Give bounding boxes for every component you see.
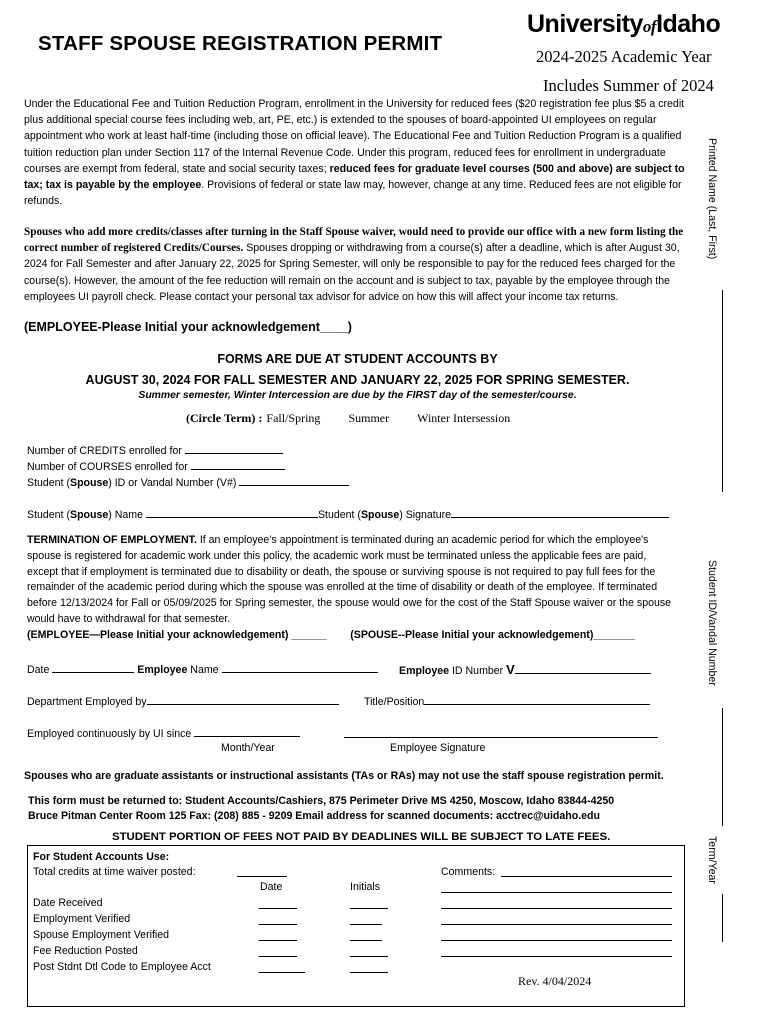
initials-blank-4[interactable] — [350, 956, 388, 957]
term-option-winter[interactable]: Winter Intersession — [417, 411, 511, 425]
deadline-line-3: Summer semester, Winter Intercession are due by the FIRST day of the semester/course. — [138, 390, 577, 401]
student-id-blank[interactable] — [239, 475, 349, 486]
student-sig-label-a: Student ( — [317, 509, 361, 521]
courses-label: Number of COURSES enrolled for — [27, 461, 188, 473]
comments-line-5[interactable] — [441, 956, 672, 957]
date-blank-1[interactable] — [259, 908, 297, 909]
date-blank-2[interactable] — [259, 924, 297, 925]
graduate-note: Spouses who are graduate assistants or instructional assistants (TAs or RAs) may not use the staff spouse registration permit. — [24, 770, 664, 782]
office-row-spouse-employment: Spouse Employment Verified — [33, 929, 170, 941]
comments-line-4[interactable] — [441, 940, 672, 941]
spouses-text: Spouses dropping or withdrawing from a course(s) after a deadline, which is after August 30, 2024 for Fall Semester and after January 22, 2025 for Spring Semester, will only be responsible to pay for the reduced fees charged for the course(s). However, the amount of the fee reduction will remain on the account and is subject to tax, payable by the employee through the employees UI payroll check. Please contact your personal tax advisor for advice on how this will affect your income tax returns. — [24, 242, 680, 303]
employed-since-blank[interactable] — [194, 726, 300, 737]
comments-line-2[interactable] — [441, 908, 672, 909]
termination-text: If an employee's appointment is terminated during an academic period for which the employee's spouse is registered for academic work under this policy, the academic work must be terminated unless the applicable fees are paid, except that if employment is terminated due to disability or death, the spouse or surviving spouse is not required to pay full fees for the remainder of the academic period during which the spouse was enrolled at the time of disability or death of the employee. If terminated before 12/13/2024 for Fall or 05/09/2025 for Spring semester, the spouse would owe for the cost of the Staff Spouse waiver or the spouse would have to withdrawal for that semester. — [27, 534, 672, 625]
employee-id-blank[interactable] — [515, 663, 651, 674]
employee-word-2: Employee — [399, 665, 450, 677]
comments-line-0[interactable] — [501, 876, 672, 877]
office-row-employment-verified: Employment Verified — [33, 913, 131, 925]
credits-label: Number of CREDITS enrolled for — [27, 445, 182, 457]
return-line-1: This form must be returned to: Student Accounts/Cashiers, 875 Perimeter Drive MS 4250, Moscow, Idaho 83844-4250 — [28, 795, 615, 807]
side-line-term-year[interactable] — [722, 894, 723, 942]
side-line-student-id[interactable] — [722, 708, 723, 826]
student-id-label-b: ) ID or Vandal Number (V#) — [108, 477, 237, 489]
intro-text-a: Under the Educational Fee and Tuition Reduction Program, enrollment in the University for reduced fees ($20 registration fee plus $5 a credit plus additional special course fees including web, art, PE, etc.) is extended to the spouses of board-appointed UI employees on regular appointment who work at least half-time (including those on official leave). The Educational Fee and Tuition Reduction Program is a qualified tuition reduction plan under Section 117 of the Internal Revenue Code. Under this program, reduced fees for enrollment in undergraduate courses are exempt from federal, state and social security taxes; — [24, 98, 685, 175]
employee-word: Employee — [137, 664, 188, 676]
side-label-printed-name: Printed Name (Last, First) — [706, 138, 718, 260]
logo-idaho: Idaho — [656, 10, 721, 38]
term-option-summer[interactable]: Summer — [348, 411, 390, 425]
courses-blank[interactable] — [191, 459, 285, 470]
employed-since-row — [27, 726, 300, 740]
title-row — [364, 694, 650, 708]
term-option-fall-spring[interactable]: Fall/Spring — [266, 411, 321, 425]
employee-id-label: ID Number — [449, 665, 504, 677]
student-name-label-b: ) Name — [108, 509, 143, 521]
side-label-term-year: Term/Year — [706, 836, 718, 884]
revision-date: Rev. 4/04/2024 — [518, 974, 592, 988]
initials-blank-3[interactable] — [350, 940, 382, 941]
employee-id-row — [399, 662, 651, 677]
initials-blank-5[interactable] — [350, 972, 388, 973]
employee-name-label: Name — [187, 664, 219, 676]
employee-signature-caption: Employee Signature — [390, 742, 486, 754]
title-label: Title/Position — [364, 696, 425, 708]
comments-line-1[interactable] — [441, 892, 672, 893]
spouses-paragraph — [24, 224, 689, 305]
logo-university: University — [527, 10, 643, 38]
department-row — [27, 694, 339, 708]
student-name-blank[interactable] — [146, 507, 318, 518]
late-fees-note: STUDENT PORTION OF FEES NOT PAID BY DEADLINES WILL BE SUBJECT TO LATE FEES. — [112, 831, 611, 843]
department-label: Department Employed by — [27, 696, 147, 708]
courses-field[interactable] — [27, 459, 285, 473]
total-credits-label: Total credits at time waiver posted: — [33, 866, 196, 878]
intro-paragraph — [24, 96, 689, 209]
date-blank[interactable] — [52, 662, 134, 673]
employee-acknowledgement-1[interactable]: (EMPLOYEE-Please Initial your acknowledgement____) — [24, 320, 352, 334]
initials-blank-2[interactable] — [350, 924, 382, 925]
comments-label: Comments: — [441, 866, 496, 878]
spouse-word-3: Spouse — [360, 509, 400, 521]
spouse-word: Spouse — [70, 477, 109, 489]
date-column-header: Date — [260, 881, 283, 893]
side-line-printed-name[interactable] — [722, 290, 723, 492]
includes-summer: Includes Summer of 2024 — [543, 76, 714, 95]
date-blank-5[interactable] — [259, 972, 305, 973]
circle-term — [186, 411, 538, 426]
office-heading: For Student Accounts Use: — [33, 851, 170, 863]
credits-blank[interactable] — [185, 443, 283, 454]
page-title: STAFF SPOUSE REGISTRATION PERMIT — [38, 32, 443, 55]
comments-line-3[interactable] — [441, 924, 672, 925]
intro-text-b: . Provisions of federal or state law may, however, change at any time. Reduced fees are not eligible for refunds. — [24, 179, 682, 208]
student-name-field[interactable] — [27, 507, 669, 521]
logo-of: of — [642, 17, 657, 36]
employee-id-v: V — [506, 662, 515, 677]
month-year-caption: Month/Year — [221, 742, 275, 754]
academic-year: 2024-2025 Academic Year — [536, 47, 712, 66]
student-id-field[interactable] — [27, 475, 349, 489]
termination-heading: TERMINATION OF EMPLOYMENT. — [27, 534, 197, 546]
student-sig-label-b: ) Signature — [399, 509, 452, 521]
initials-blank-1[interactable] — [350, 908, 388, 909]
circle-term-label: (Circle Term) : — [186, 411, 263, 425]
initials-column-header: Initials — [350, 881, 381, 893]
termination-ack-spouse[interactable]: (SPOUSE--Please Initial your acknowledgement)_______ — [350, 628, 635, 641]
university-logo — [527, 10, 720, 39]
date-blank-4[interactable] — [259, 956, 297, 957]
credits-field[interactable] — [27, 443, 283, 457]
date-blank-3[interactable] — [259, 940, 297, 941]
student-name-label-a: Student ( — [27, 509, 70, 521]
spouse-word-2: Spouse — [70, 509, 109, 521]
employee-signature-line[interactable] — [344, 737, 658, 738]
date-label: Date — [27, 664, 50, 676]
office-row-date-received: Date Received — [33, 897, 103, 909]
side-label-student-id: Student ID/Vandal Number — [706, 560, 718, 686]
termination-paragraph — [27, 533, 677, 644]
deadline-line-2: AUGUST 30, 2024 FOR FALL SEMESTER AND JANUARY 22, 2025 FOR SPRING SEMESTER. — [85, 373, 630, 387]
spouses-text-bold: Spouses who add more credits/classes after turning in the Staff Spouse waiver, would need to provide our office with a new form listing the correct number of registered Credits/Courses. — [24, 226, 684, 255]
student-id-label-a: Student ( — [27, 477, 70, 489]
office-row-post-code: Post Stdnt Dtl Code to Employee Acct — [33, 961, 211, 973]
employee-row — [27, 662, 378, 676]
return-line-2: Bruce Pitman Center Room 125 Fax: (208) 885 - 9209 Email address for scanned documents: acctrec@uidaho.edu — [28, 810, 600, 822]
department-blank[interactable] — [147, 694, 339, 705]
total-credits-blank[interactable] — [237, 876, 287, 877]
deadline-line-1: FORMS ARE DUE AT STUDENT ACCOUNTS BY — [217, 352, 498, 366]
student-signature-blank[interactable] — [451, 507, 669, 518]
intro-text-bold: reduced fees for graduate level courses (500 and above) are subject to tax; tax is payable by the employee — [24, 162, 685, 192]
title-blank[interactable] — [424, 694, 650, 705]
employee-name-blank[interactable] — [222, 662, 378, 673]
office-row-fee-reduction: Fee Reduction Posted — [33, 945, 138, 957]
employed-since-label: Employed continuously by UI since — [27, 728, 192, 740]
termination-ack-employee[interactable]: (EMPLOYEE—Please Initial your acknowledgement) ______ — [27, 628, 327, 641]
